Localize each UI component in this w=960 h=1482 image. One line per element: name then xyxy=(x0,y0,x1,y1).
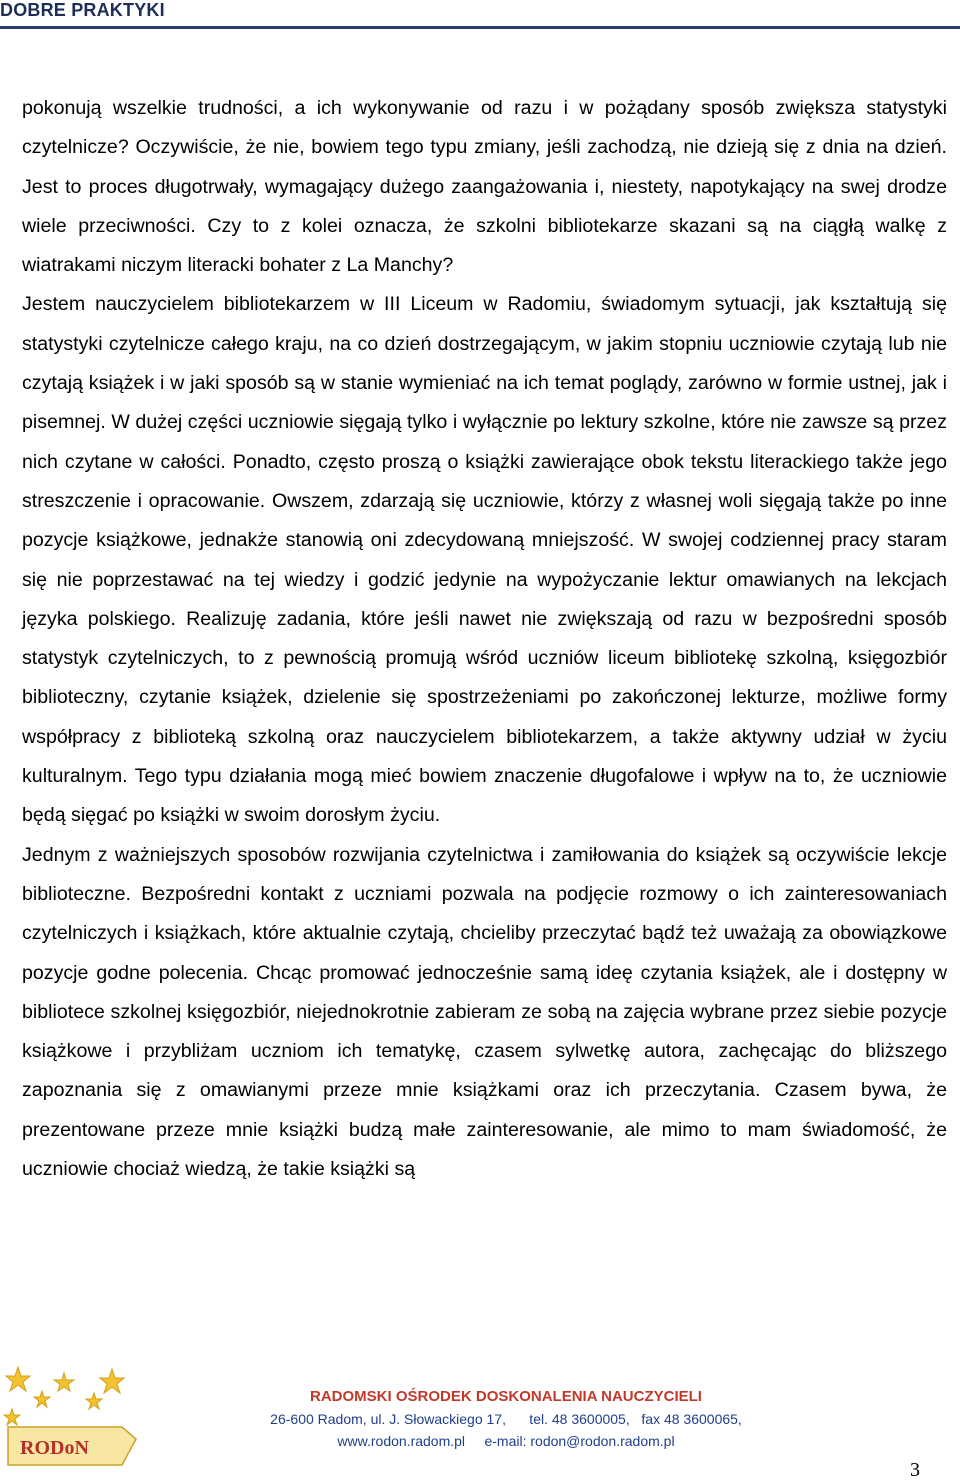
paragraph-3: Jednym z ważniejszych sposobów rozwijania czytelnictwa i zamiłowania do książek są oczywiście lekcje biblioteczne. Bezpośredni kontakt z uczniami pozwala na podjęcie rozmowy o ich zainteresowaniach czytelniczych i książkach, które aktualnie czytają, chcieliby przeczytać bądź też uważają za obowiązkowe pozycje godne polecenia. Chcąc promować jednocześnie samą ideę czytania książek, ale i dostępny w bibliotece szkolnej księgozbiór, niejednokrotnie zabieram ze sobą na zajęcia wybrane przez siebie pozycje książkowe i przybliżam uczniom ich tematykę, czasem sylwetkę autora, zachęcając do bliższego zapoznania się z omawianymi przeze mnie książkami oraz ich przeczytania. Czasem bywa, że prezentowane przeze mnie książki budzą małe zainteresowanie, ale mimo to mam świadomość, że uczniowie chociaż wiedzą, że takie książki są xyxy=(22,843,947,1181)
footer-address: 26-600 Radom, ul. J. Słowackiego 17, tel. 48 3600005, fax 48 3600065, xyxy=(270,1411,742,1427)
footer-contact-block xyxy=(226,1386,786,1452)
logo-star-icon xyxy=(54,1373,74,1391)
header-rule xyxy=(0,26,960,29)
paragraph-2: Jestem nauczycielem bibliotekarzem w III Liceum w Radomiu, świadomym sytuacji, jak kształtują się statystyki czytelnicze całego kraju, na co dzień dostrzegającym, w jakim stopniu uczniowie czytają lub nie czytają książek i w jaki sposób są w stanie wymieniać na ich temat poglądy, zarówno w formie ustnej, jak i pisemnej. W dużej części uczniowie sięgają tylko i wyłącznie po lektury szkolne, które nie zawsze są przez nich czytane w całości. Ponadto, często proszą o książki zawierające obok tekstu literackiego także jego streszczenie i opracowanie. Owszem, zdarzają się uczniowie, którzy z własnej woli sięgają także po inne pozycje książkowe, jednakże stanowią oni zdecydowaną mniejszość. W swojej codziennej pracy staram się nie poprzestawać na tej wiedzy i godzić jedynie na wypożyczanie lektur omawianych na lekcjach języka polskiego. Realizuję zadania, które jeśli nawet nie zwiększają od razu w bezpośredni sposób statystyk czytelniczych, to z pewnością promują wśród uczniów liceum bibliotekę szkolną, księgozbiór biblioteczny, czytanie książek, dzielenie się spostrzeżeniami po zakończonej lekturze, możliwe formy współpracy z biblioteką szkolną oraz nauczycielem bibliotekarzem, a także aktywny udział w życiu kulturalnym. Tego typu działania mogą mieć bowiem znaczenie długofalowe i wpływ na to, że uczniowie będą sięgać po książki w swoim dorosłym życiu. xyxy=(22,293,947,827)
rodon-logo xyxy=(2,1365,152,1477)
footer-org-name: RADOMSKI OŚRODEK DOSKONALENIA NAUCZYCIELI xyxy=(310,1388,702,1405)
logo-star-icon xyxy=(86,1393,102,1409)
page-footer xyxy=(0,1365,960,1482)
page-number: 3 xyxy=(910,1459,920,1481)
footer-web-contact[interactable]: www.rodon.radom.pl e-mail: rodon@rodon.radom.pl xyxy=(337,1433,675,1449)
logo-star-icon xyxy=(4,1409,20,1425)
logo-star-icon xyxy=(6,1367,30,1391)
logo-star-icon xyxy=(34,1391,50,1407)
article-body xyxy=(22,89,947,1189)
running-header: DOBRE PRAKTYKI xyxy=(0,0,165,20)
logo-text: RODoN xyxy=(20,1437,89,1459)
paragraph-1: pokonują wszelkie trudności, a ich wykonywanie od razu i w pożądany sposób zwiększa statystyki czytelnicze? Oczywiście, że nie, bowiem tego typu zmiany, jeśli zachodzą, nie dzieją się z dnia na dzień. Jest to proces długotrwały, wymagający dużego zaangażowania i, niestety, napotykający na swej drodze wiele przeciwności. Czy to z kolei oznacza, że szkolni bibliotekarze skazani są na ciągłą walkę z wiatrakami niczym literacki bohater z La Manchy? xyxy=(22,97,947,277)
logo-star-icon xyxy=(100,1369,124,1393)
